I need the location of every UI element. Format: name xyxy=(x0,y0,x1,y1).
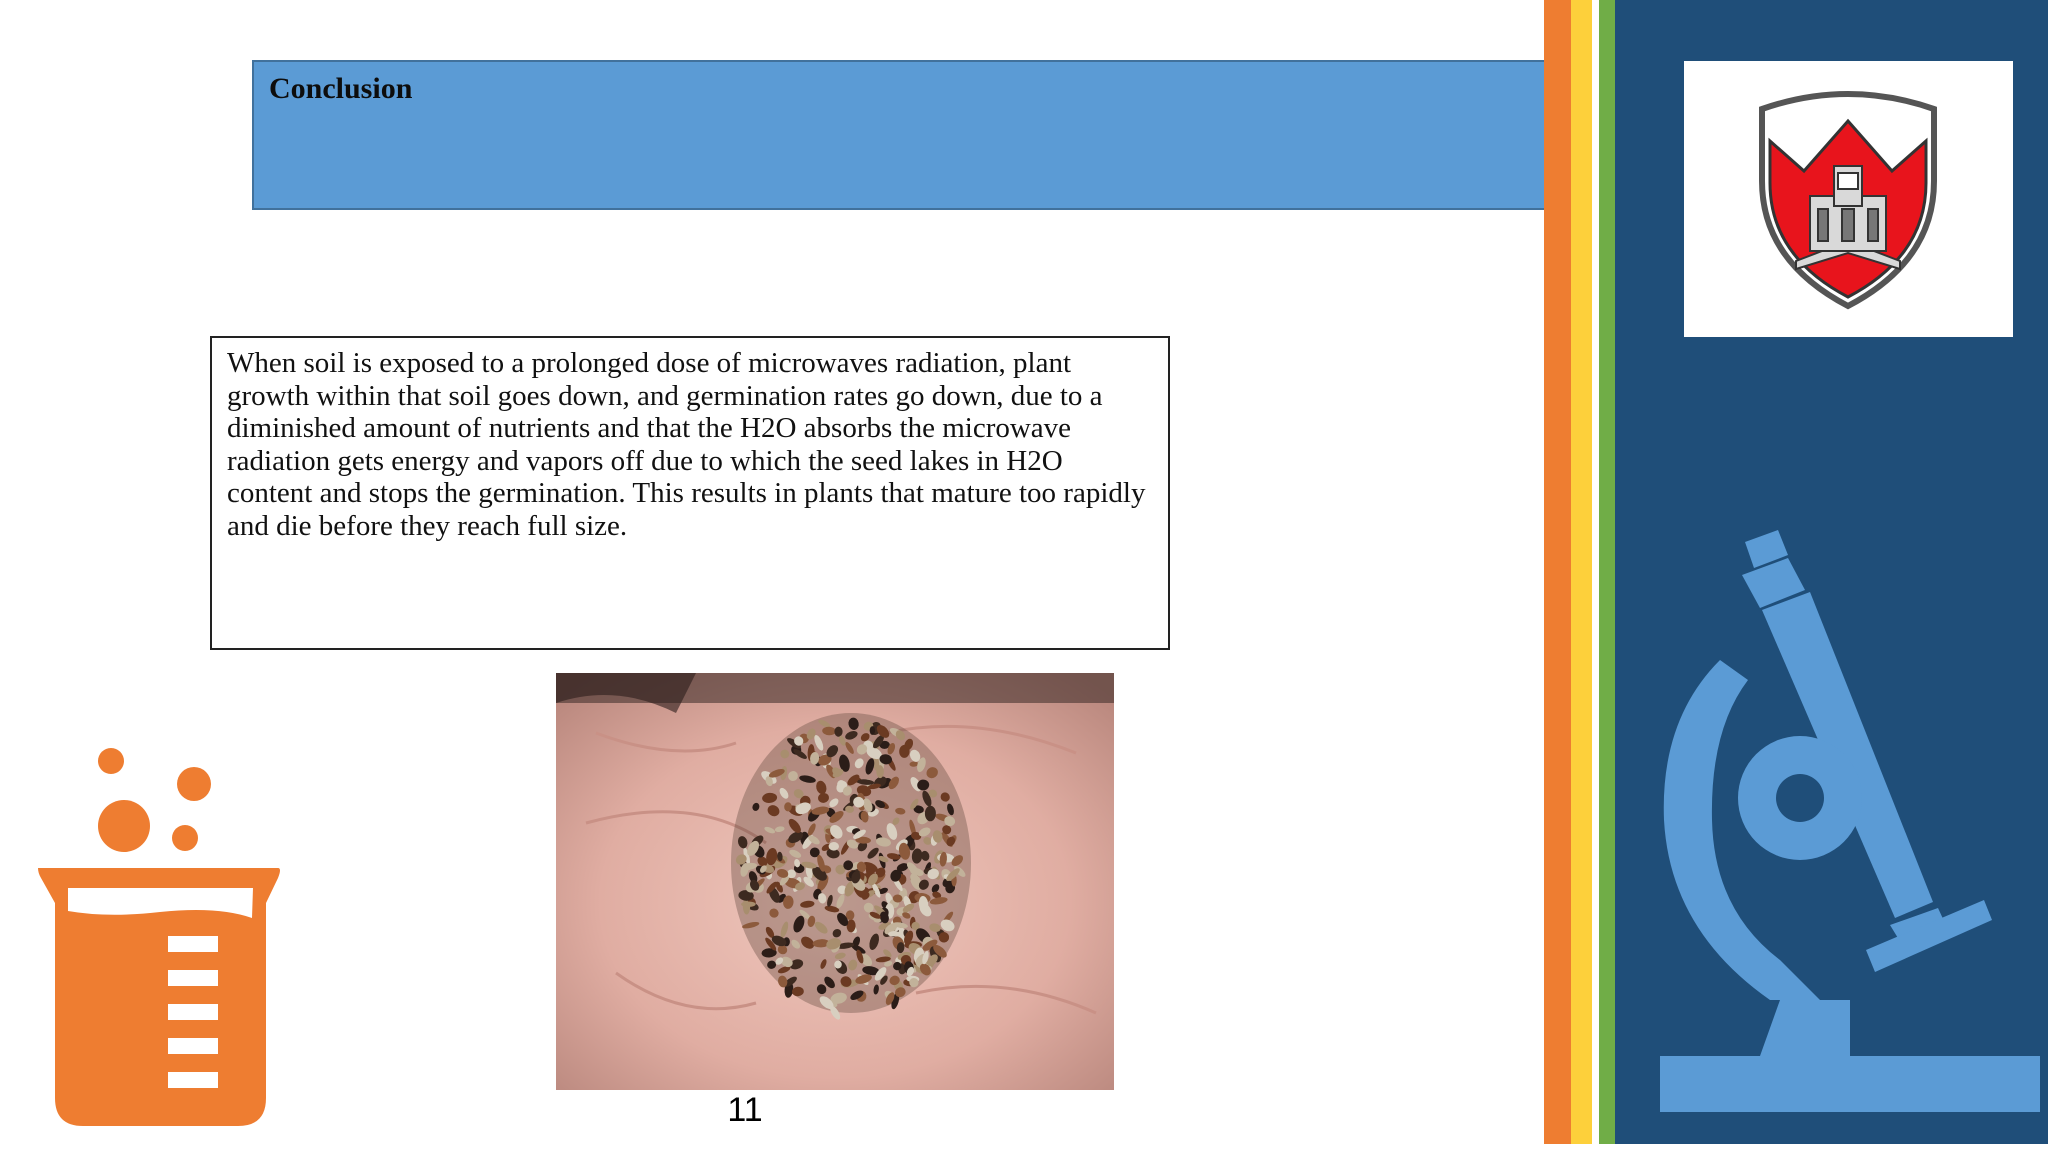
microscope-icon xyxy=(1650,530,2048,1118)
slide-title: Conclusion xyxy=(269,72,413,105)
white-stripe xyxy=(1592,0,1599,1144)
beaker-icon xyxy=(38,748,283,1130)
green-stripe xyxy=(1599,0,1615,1144)
crest-icon xyxy=(1684,61,2013,337)
title-bar xyxy=(252,60,1544,210)
school-crest-logo xyxy=(1684,61,2013,337)
page-number: 11 xyxy=(727,1091,763,1129)
seeds-in-hand-photo xyxy=(556,673,1114,1090)
conclusion-text-box xyxy=(210,336,1170,650)
conclusion-body: When soil is exposed to a prolonged dose of microwaves radiation, plant growth within that soil goes down, and germination rates go down, due to a diminished amount of nutrients and that the H2O absorbs the microwave radiation gets energy and vapors off due to which the seed lakes in H2O content and stops the germination. This results in plants that mature too rapidly and die before they reach full size. xyxy=(227,347,1146,542)
yellow-stripe xyxy=(1571,0,1592,1144)
orange-stripe xyxy=(1544,0,1571,1144)
